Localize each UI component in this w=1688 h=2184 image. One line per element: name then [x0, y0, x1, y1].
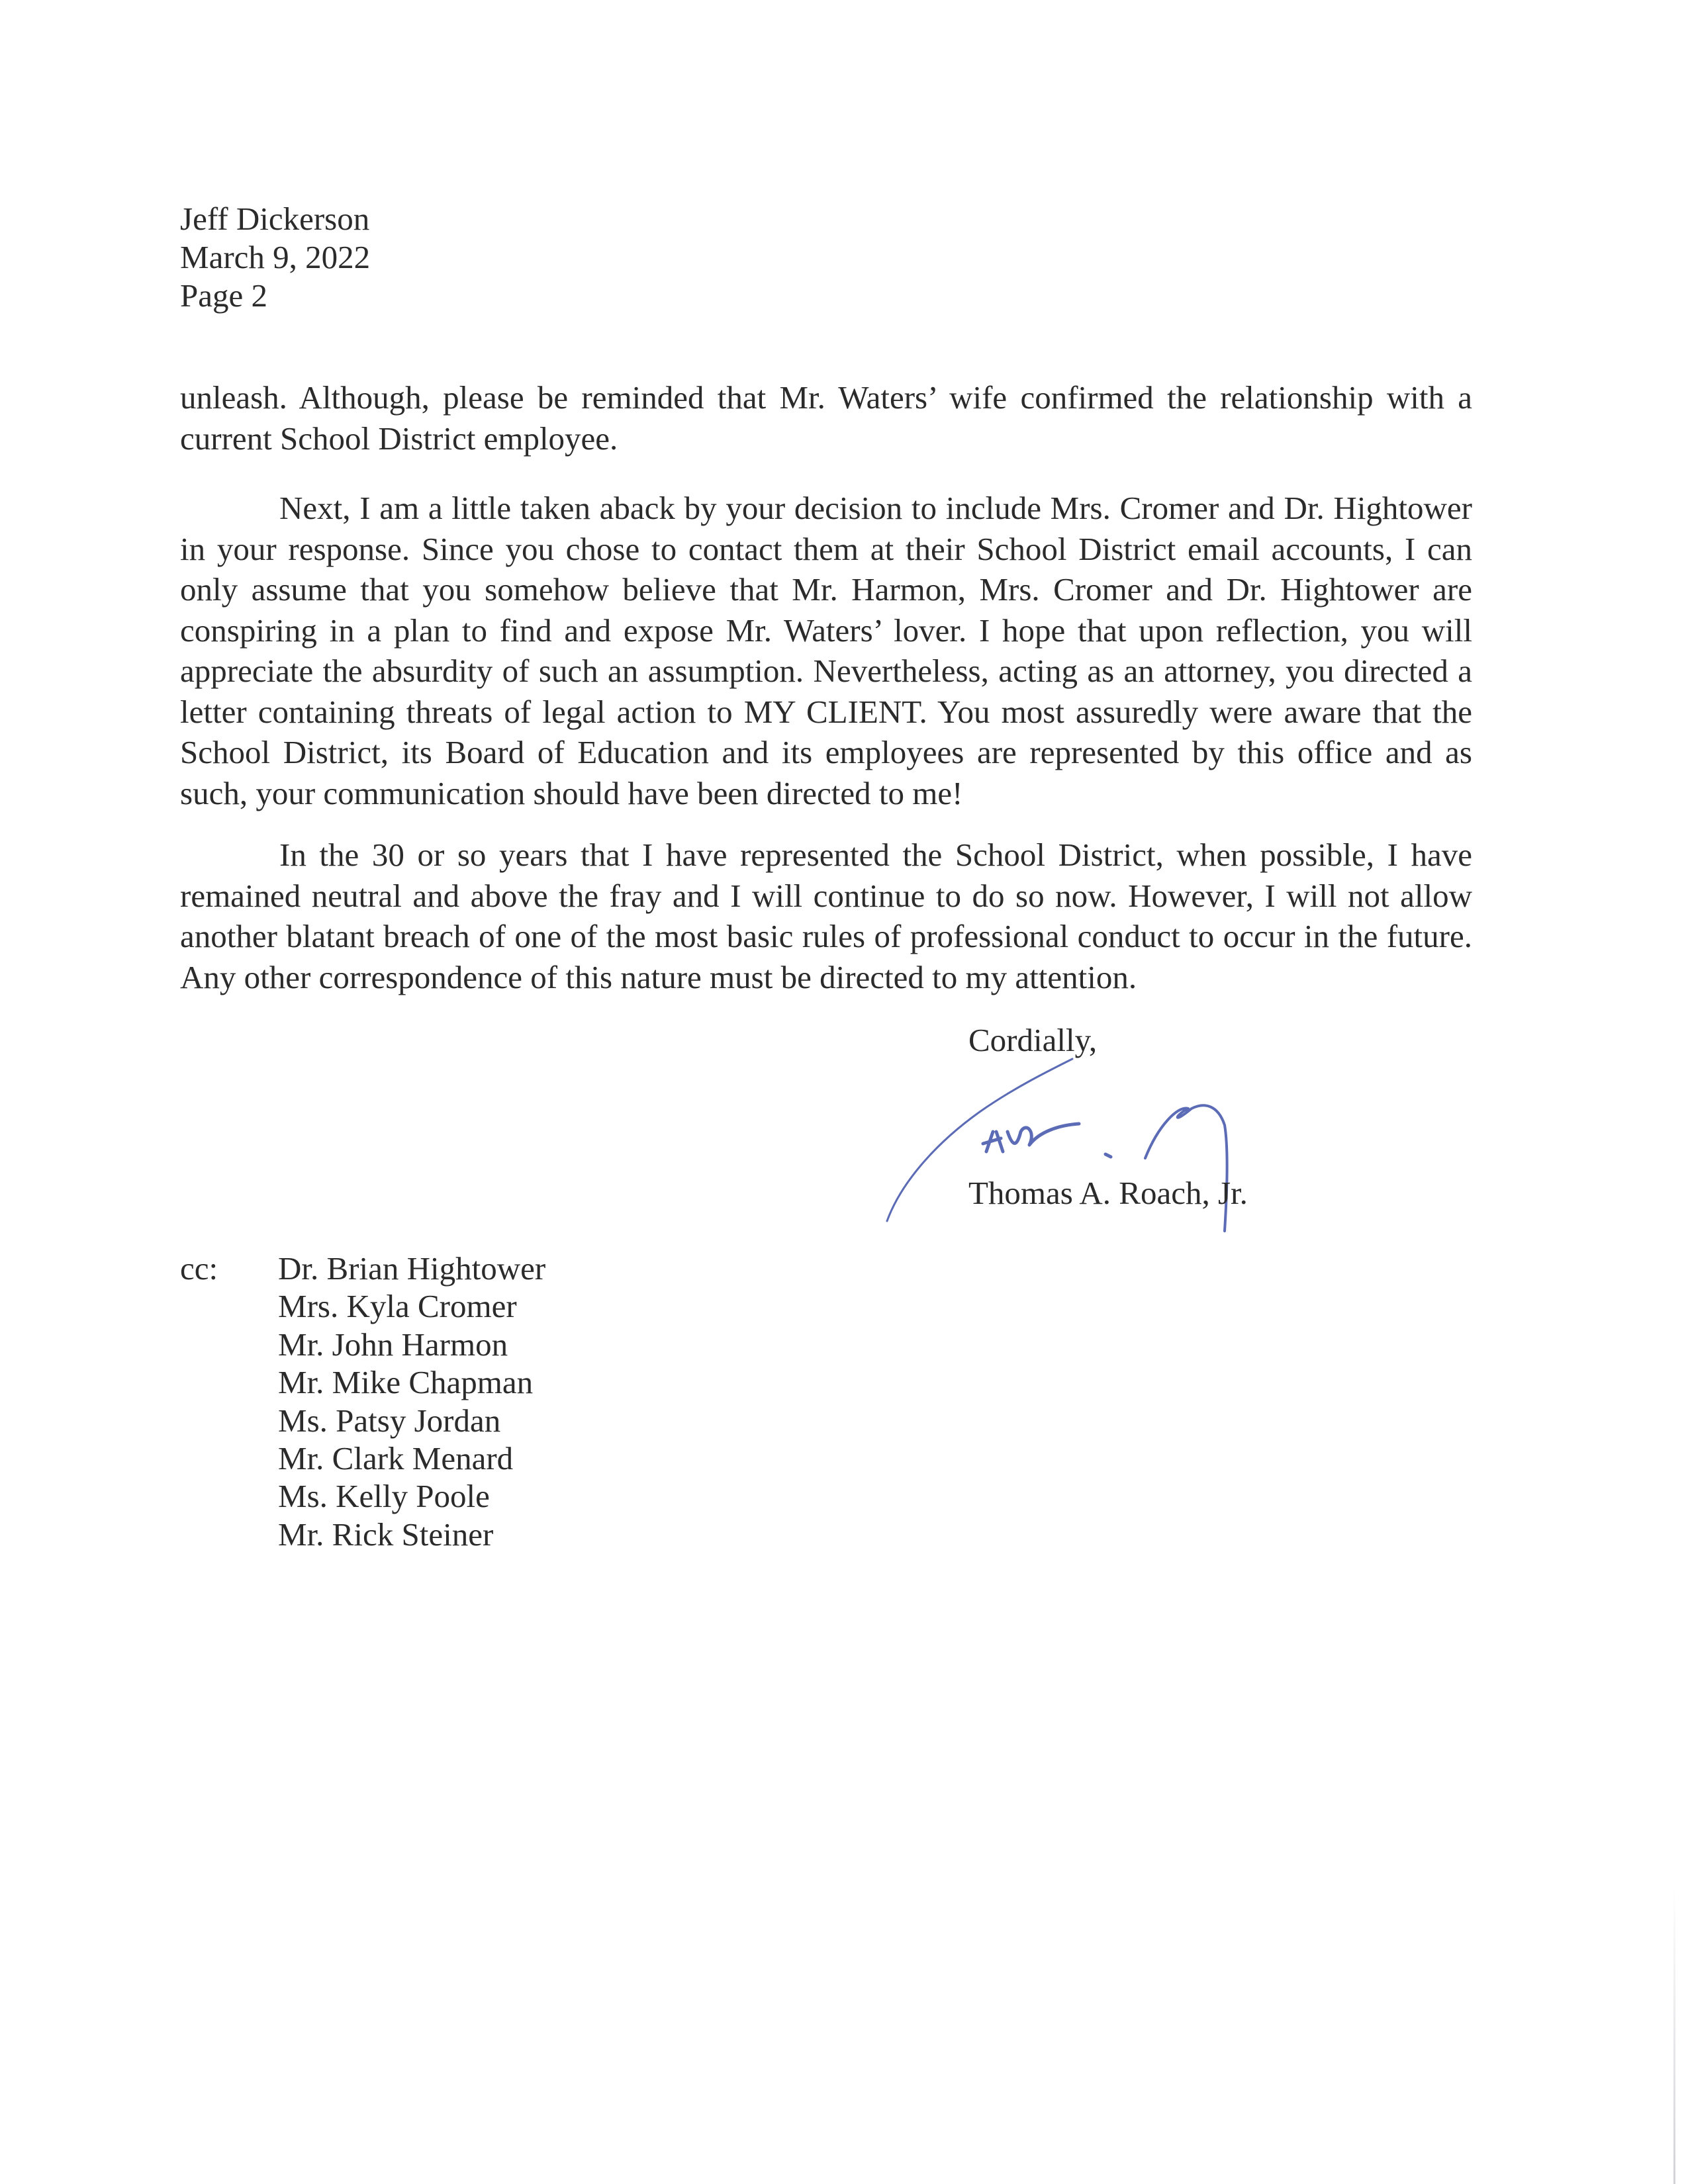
- header-recipient: Jeff Dickerson: [180, 201, 370, 237]
- cc-recipient: Mr. Clark Menard: [278, 1440, 514, 1477]
- cc-recipient: Dr. Brian Hightower: [278, 1250, 546, 1287]
- cc-recipient: Mr. Rick Steiner: [278, 1516, 494, 1553]
- header-date: March 9, 2022: [180, 239, 371, 275]
- signer-name: Thomas A. Roach, Jr.: [968, 1175, 1248, 1211]
- cc-recipient: Mrs. Kyla Cromer: [278, 1288, 517, 1325]
- header-page-number: Page 2: [180, 277, 267, 314]
- scan-edge-line: [1673, 1886, 1675, 2184]
- closing-salutation: Cordially,: [968, 1022, 1098, 1058]
- signature-dot: [1105, 1154, 1111, 1157]
- cc-recipient-list: [278, 1250, 545, 1553]
- paragraph-2: Next, I am a little taken aback by your decision to include Mrs. Cromer and Dr. Hightower in your response. Since you chose to contact them at their School District email accounts, I can only assume that you somehow believe that Mr. Harmon, Mrs. Cromer and Dr. Hightower are conspiring in a plan to find and expose Mr. Waters’ lover. I hope that upon reflection, you will appreciate the absurdity of such an assumption. Nevertheless, acting as an attorney, you directed a letter containing threats of legal action to MY CLIENT. You most assuredly were aware that the School District, its Board of Education and its employees are represented by this office and as such, your communication should have been directed to me!: [180, 490, 1472, 811]
- paragraph-3: In the 30 or so years that I have represented the School District, when possible, I have remained neutral and above the fray and I will continue to do so now. However, I will not allow another blatant breach of one of the most basic rules of professional conduct to occur in the future. Any other correspondence of this nature must be directed to my attention.: [180, 837, 1472, 995]
- signature-initials: [983, 1124, 1079, 1152]
- cc-label: cc:: [180, 1250, 218, 1287]
- cc-recipient: Ms. Patsy Jordan: [278, 1402, 501, 1439]
- letter-header: [180, 200, 370, 315]
- cc-recipient: Mr. John Harmon: [278, 1326, 508, 1363]
- cc-recipient: Ms. Kelly Poole: [278, 1478, 490, 1515]
- paragraph-1: unleash. Although, please be reminded that Mr. Waters’ wife confirmed the relationship with a current School District employee.: [180, 379, 1472, 457]
- cc-recipient: Mr. Mike Chapman: [278, 1364, 534, 1401]
